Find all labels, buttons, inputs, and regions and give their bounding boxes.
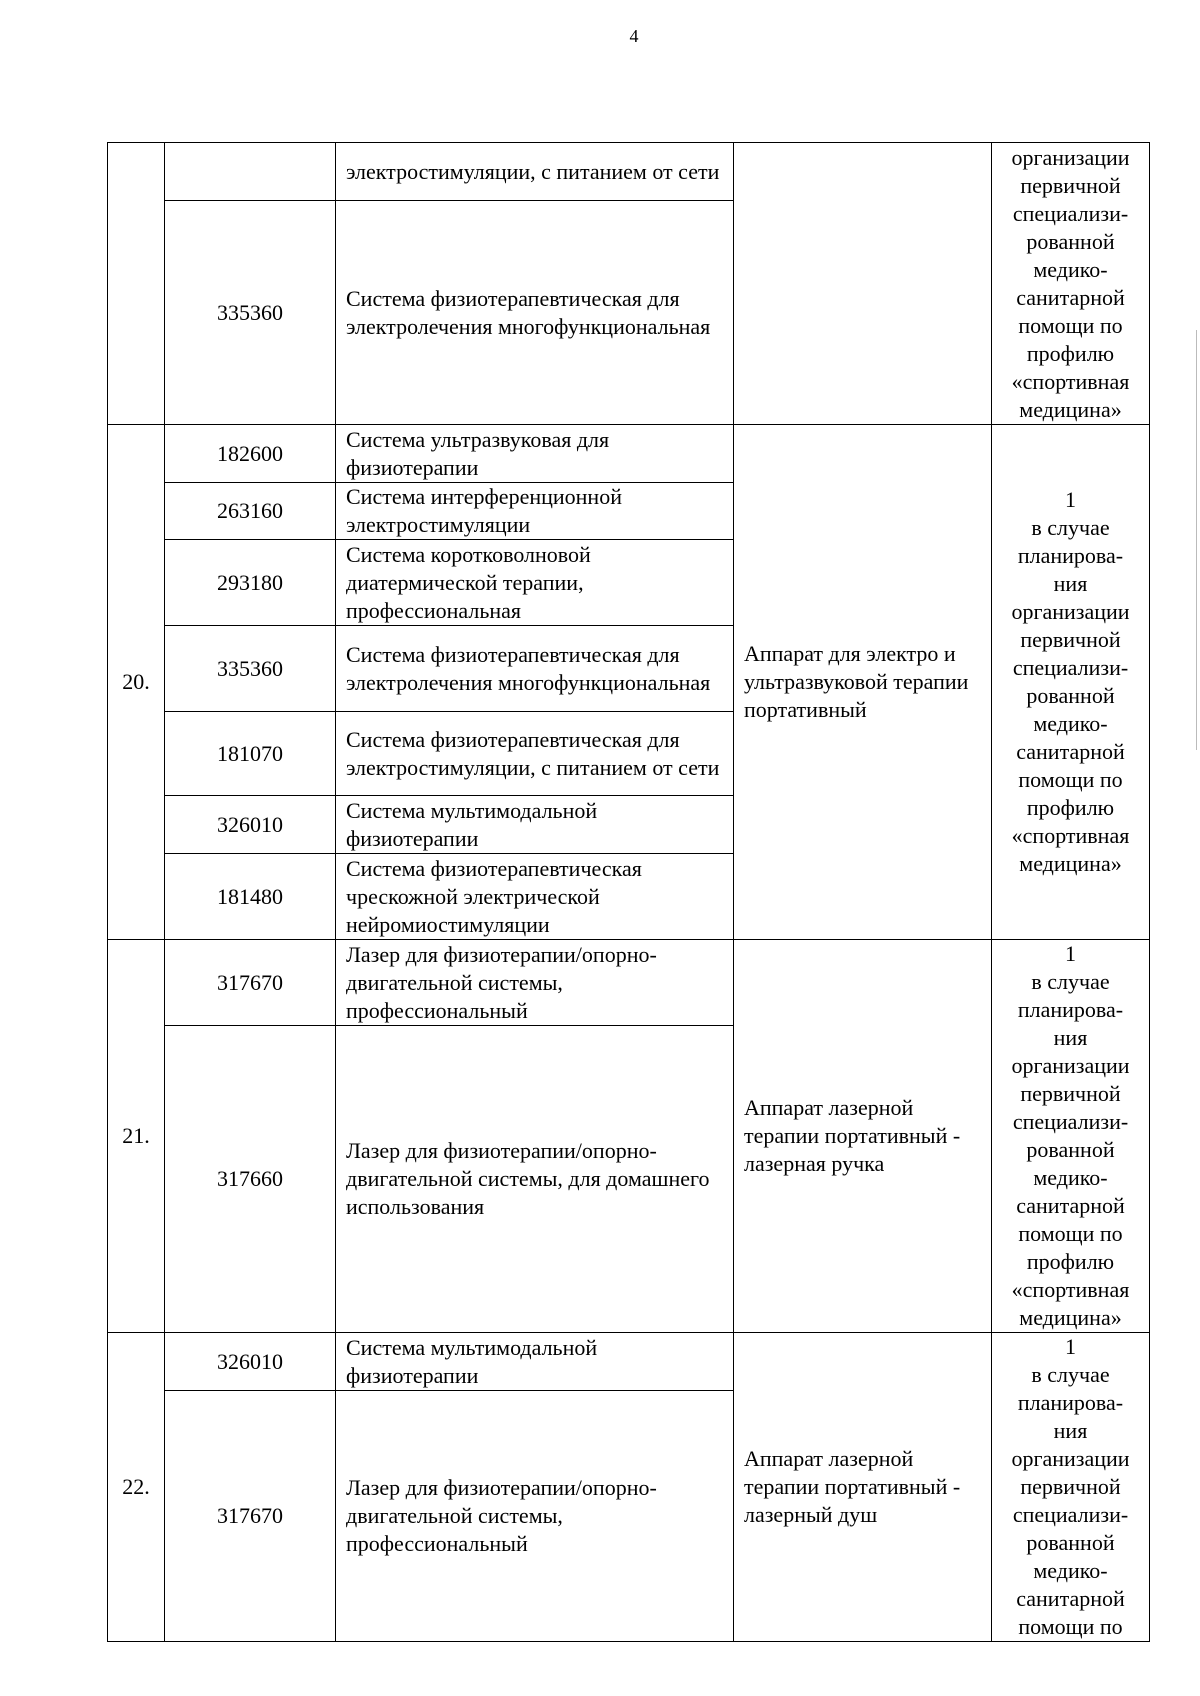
row-number-cell xyxy=(108,143,165,425)
quantity-line: первичной xyxy=(1020,172,1121,198)
code-cell: 181480 xyxy=(165,854,336,940)
quantity-line: «спортивная xyxy=(1011,1277,1130,1302)
quantity-line: 1 xyxy=(1065,487,1076,512)
quantity-line: медико- xyxy=(1033,1558,1108,1583)
quantity-line: специализи- xyxy=(1012,200,1129,226)
code-cell: 317660 xyxy=(165,1026,336,1333)
quantity-line: медицина» xyxy=(1019,1305,1122,1330)
row-number-cell: 22. xyxy=(108,1333,165,1642)
code-cell: 181070 xyxy=(165,712,336,796)
quantity-line: санитарной xyxy=(1016,1586,1125,1611)
device-cell: Аппарат лазерной терапии портативный - лазерный душ xyxy=(734,1333,992,1642)
row-number-cell: 20. xyxy=(108,425,165,940)
quantity-line: «спортивная xyxy=(1011,823,1130,848)
quantity-line: профилю xyxy=(1026,795,1115,820)
code-cell: 263160 xyxy=(165,483,336,540)
code-cell: 335360 xyxy=(165,201,336,425)
quantity-line: планирова- xyxy=(1017,543,1124,568)
name-cell: Система физиотерапевтическая для электролечения многофункциональная xyxy=(336,626,734,712)
quantity-line: организации xyxy=(1011,599,1130,624)
device-cell xyxy=(734,143,992,425)
name-cell: электростимуляции, с питанием от сети xyxy=(336,143,734,201)
name-cell: Система физиотерапевтическая для электролечения многофункциональная xyxy=(336,201,734,425)
quantity-line: профилю xyxy=(1026,1249,1115,1274)
code-cell: 317670 xyxy=(165,940,336,1026)
quantity-line: ния xyxy=(1053,1418,1088,1443)
quantity-line: в случае xyxy=(1031,515,1110,540)
code-cell: 293180 xyxy=(165,540,336,626)
quantity-line: профилю xyxy=(1026,340,1115,366)
quantity-line: в случае xyxy=(1031,969,1110,994)
scan-edge-mark xyxy=(1196,330,1200,750)
name-cell: Система физиотерапевтическая чрескожной электрической нейромиостимуляции xyxy=(336,854,734,940)
quantity-line: санитарной xyxy=(1016,1193,1125,1218)
quantity-cell xyxy=(992,1333,1150,1642)
table-row xyxy=(108,1333,1150,1391)
code-cell: 326010 xyxy=(165,796,336,854)
quantity-cell xyxy=(992,940,1150,1333)
name-cell: Лазер для физиотерапии/опорно-двигательной системы, для домашнего использования xyxy=(336,1026,734,1333)
quantity-line: медицина» xyxy=(1019,851,1122,876)
name-cell: Система интерференционной электростимуляции xyxy=(336,483,734,540)
quantity-line: специализи- xyxy=(1012,1502,1129,1527)
quantity-line: первичной xyxy=(1020,627,1121,652)
quantity-line: специализи- xyxy=(1012,655,1129,680)
quantity-line: медико- xyxy=(1033,711,1108,736)
name-cell: Система мультимодальной физиотерапии xyxy=(336,796,734,854)
page-number: 4 xyxy=(629,26,639,46)
table-row xyxy=(108,940,1150,1026)
quantity-line: медико- xyxy=(1033,1165,1108,1190)
quantity-cell xyxy=(992,143,1150,425)
code-cell xyxy=(165,143,336,201)
quantity-line: рованной xyxy=(1026,228,1115,254)
quantity-line: помощи по xyxy=(1018,1614,1123,1639)
code-cell: 182600 xyxy=(165,425,336,483)
quantity-line: «спортивная xyxy=(1011,368,1130,394)
quantity-line: помощи по xyxy=(1018,1221,1123,1246)
name-cell: Система коротковолновой диатермической терапии, профессиональная xyxy=(336,540,734,626)
device-cell: Аппарат лазерной терапии портативный - лазерная ручка xyxy=(734,940,992,1333)
quantity-line: санитарной xyxy=(1016,739,1125,764)
quantity-line: рованной xyxy=(1026,1530,1115,1555)
quantity-line: планирова- xyxy=(1017,1390,1124,1415)
code-cell: 317670 xyxy=(165,1391,336,1642)
quantity-line: рованной xyxy=(1026,683,1115,708)
quantity-line: рованной xyxy=(1026,1137,1115,1162)
quantity-line: ния xyxy=(1053,571,1088,596)
quantity-line: помощи по xyxy=(1018,312,1123,338)
row-number-cell: 21. xyxy=(108,940,165,1333)
code-cell: 335360 xyxy=(165,626,336,712)
quantity-line: в случае xyxy=(1031,1362,1110,1387)
quantity-line: медицина» xyxy=(1019,396,1122,422)
table-row xyxy=(108,143,1150,201)
quantity-line: помощи по xyxy=(1018,767,1123,792)
name-cell: Система физиотерапевтическая для электростимуляции, с питанием от сети xyxy=(336,712,734,796)
name-cell: Лазер для физиотерапии/опорно-двигательной системы, профессиональный xyxy=(336,940,734,1026)
quantity-line: 1 xyxy=(1065,941,1076,966)
quantity-line: медико- xyxy=(1033,256,1108,282)
name-cell: Система ультразвуковая для физиотерапии xyxy=(336,425,734,483)
quantity-cell xyxy=(992,425,1150,940)
quantity-line: организации xyxy=(1011,1446,1130,1471)
device-cell: Аппарат для электро и ультразвуковой терапии портативный xyxy=(734,425,992,940)
quantity-line: 1 xyxy=(1065,1334,1076,1359)
quantity-line: организации xyxy=(1011,144,1130,170)
quantity-line: ния xyxy=(1053,1025,1088,1050)
equipment-table xyxy=(107,142,1150,1642)
quantity-line: первичной xyxy=(1020,1081,1121,1106)
quantity-line: организации xyxy=(1011,1053,1130,1078)
quantity-line: санитарной xyxy=(1016,284,1125,310)
table-row xyxy=(108,425,1150,483)
quantity-line: специализи- xyxy=(1012,1109,1129,1134)
name-cell: Лазер для физиотерапии/опорно-двигательной системы, профессиональный xyxy=(336,1391,734,1642)
quantity-line: планирова- xyxy=(1017,997,1124,1022)
quantity-line: первичной xyxy=(1020,1474,1121,1499)
name-cell: Система мультимодальной физиотерапии xyxy=(336,1333,734,1391)
code-cell: 326010 xyxy=(165,1333,336,1391)
